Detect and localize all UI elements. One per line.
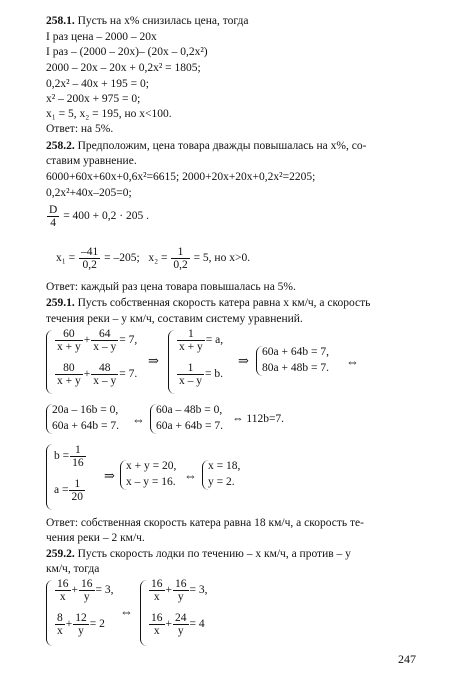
- iff-symbol: ⇔: [132, 412, 145, 427]
- equation: $\frac{16}{x}$ + $\frac{24}{y}$ = 4: [151, 612, 205, 637]
- problem-number: 258.2.: [46, 140, 75, 152]
- iff-symbol: ⇔: [184, 468, 197, 483]
- problem-258-2-line-0: [46, 139, 366, 153]
- system-brace: [46, 330, 53, 394]
- text: Пусть на x% снизилась цена, тогда: [74, 15, 249, 27]
- equation: $\frac{60}{x + y}$ + $\frac{64}{x - y}$ = 7,: [57, 328, 138, 353]
- implies-symbol: ⇒: [148, 353, 159, 368]
- equation: 60a + 64b = 7,: [262, 346, 329, 358]
- problem-number: 259.2.: [46, 548, 75, 560]
- answer: Ответ: каждый раз цена товара повышалась на 5%.: [46, 281, 296, 293]
- equation: 80a + 48b = 7.: [262, 362, 329, 374]
- equation: 60a + 64b = 7.: [52, 420, 119, 432]
- system-brace: [46, 580, 53, 646]
- line: x₁ = 5, x₂ = 195, но x<100.: [46, 108, 172, 120]
- text: = –205;: [104, 252, 140, 265]
- implies-symbol: ⇒: [238, 353, 249, 368]
- roots-line: [56, 246, 250, 271]
- line: 2000 – 20x – 20x + 0,2x² = 1805;: [46, 62, 201, 74]
- line: ставим уравнение.: [46, 155, 137, 167]
- line: I раз – (2000 – 20x)– (20x – 0,2x²): [46, 46, 208, 58]
- equation: $\frac{1}{x - y}$ = b.: [179, 362, 223, 387]
- equation: ⇔ 112b=7.: [232, 413, 285, 425]
- problem-259-2-line-0: [46, 547, 351, 561]
- fraction: $\frac{D}{4}$: [49, 204, 58, 229]
- text: Предположим, цена товара дважды повышалась на x%, со-: [74, 140, 367, 152]
- equation: $\frac{16}{x}$ + $\frac{16}{y}$ = 3,: [151, 578, 208, 603]
- equation: x = 18,: [208, 460, 241, 472]
- answer: Ответ: на 5%.: [46, 123, 114, 135]
- text: = 5, но x>0.: [193, 252, 251, 265]
- iff-symbol: ⇔: [120, 604, 133, 619]
- line: 6000+60x+60x+0,6x²=6615; 2000+20x+20x+0,2x²=2205;: [46, 171, 316, 183]
- iff-symbol: ⇔: [346, 354, 359, 369]
- equation: a = $\frac{1}{20}$: [54, 478, 83, 503]
- line: I раз цена – 2000 – 20x: [46, 31, 157, 43]
- fraction: $\frac{-41}{0,2}$: [81, 246, 99, 271]
- equation: b = $\frac{1}{16}$: [54, 444, 84, 469]
- text: x₂ =: [148, 252, 168, 265]
- equation: 60a – 48b = 0,: [156, 404, 223, 416]
- system-brace: [46, 444, 53, 510]
- line: км/ч, тогда: [46, 563, 100, 575]
- equation: x + y = 20,: [126, 460, 177, 472]
- system-brace: [168, 330, 175, 394]
- equation: x – y = 16.: [126, 476, 176, 488]
- system-brace: [140, 580, 147, 646]
- line: x² – 200x + 975 = 0;: [46, 93, 141, 105]
- text: Пусть скорость лодки по течению – x км/ч, а против – y: [74, 548, 351, 560]
- text: = 400 + 0,2 · 205 .: [63, 210, 149, 223]
- equation: $\frac{1}{x + y}$ = a,: [179, 328, 224, 353]
- equation: $\frac{80}{x + y}$ + $\frac{48}{x - y}$ = 7.: [57, 362, 138, 387]
- discriminant-line: [46, 204, 149, 229]
- line: 0,2x²+40x–205=0;: [46, 187, 132, 199]
- text: Пусть собственная скорость катера равна x км/ч, а скорость: [74, 297, 371, 309]
- problem-number: 259.1.: [46, 297, 75, 309]
- text: x₁ =: [56, 252, 76, 265]
- equation: $\frac{8}{x}$ + $\frac{12}{y}$ = 2: [57, 612, 105, 637]
- page-number: 247: [398, 652, 416, 666]
- equation: 20a – 16b = 0,: [52, 404, 119, 416]
- equation: $\frac{16}{x}$ + $\frac{16}{y}$ = 3,: [57, 578, 114, 603]
- fraction: $\frac{1}{0,2}$: [173, 246, 188, 271]
- problem-259-1-line-0: [46, 296, 370, 310]
- problem-number: 258.1.: [46, 15, 75, 27]
- answer: Ответ: собственная скорость катера равна 18 км/ч, а скорость те-: [46, 517, 364, 529]
- line: течения реки – y км/ч, составим систему уравнений.: [46, 313, 303, 325]
- implies-symbol: ⇒: [104, 468, 115, 483]
- equation: y = 2.: [208, 476, 235, 488]
- equation: 60a + 64b = 7.: [156, 420, 223, 432]
- answer: чения реки – 2 км/ч.: [46, 532, 145, 544]
- problem-258-1-line-0: [46, 14, 248, 28]
- line: 0,2x² – 40x + 195 = 0;: [46, 78, 149, 90]
